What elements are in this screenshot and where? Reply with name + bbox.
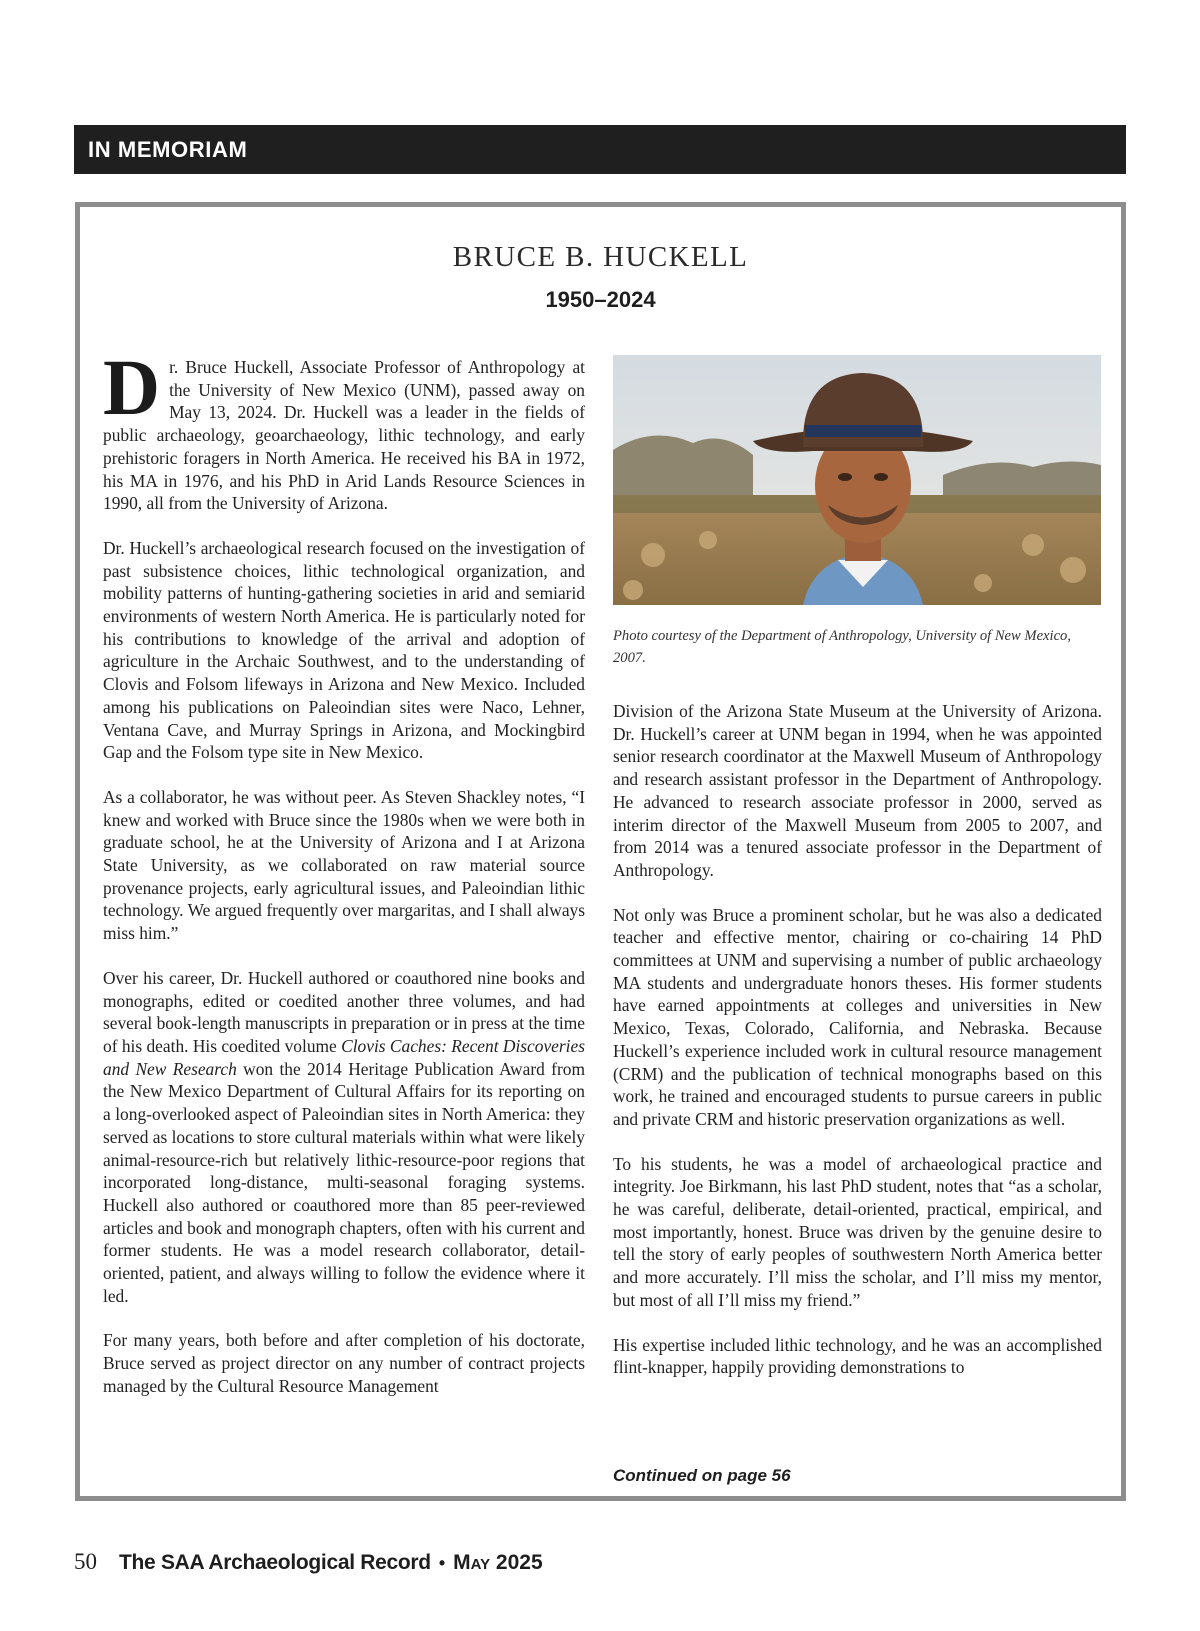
photo-caption: Photo courtesy of the Department of Anthropology, University of New Mexico, 2007. <box>613 628 1071 666</box>
paragraph-4-text-b: won the 2014 Heritage Publication Award from the New Mexico Department of Cultural Affairs for its reporting on a long-overlooked aspect of Paleoindian sites in North America: they served as locations to store cultural materials within what were likely animal-resource-rich but relatively lithic-resource-poor regions that incorporated long-distance, multi-seasonal foraging systems. Huckell also authored or coauthored more than 85 peer-reviewed articles and book and monograph chapters, often with his current and former students. He was a model research collaborator, detail-oriented, patient, and always willing to follow the evidence where it led. <box>103 1058 585 1306</box>
paragraph-9: His expertise included lithic technology, and he was an accomplished flint-knapper, happily providing demonstrations to <box>613 1334 1102 1378</box>
memorial-name: BRUCE B. HUCKELL <box>452 241 749 273</box>
section-label: IN MEMORIAM <box>88 137 248 162</box>
portrait-illustration <box>613 355 1101 605</box>
paragraph-4 <box>103 967 585 1308</box>
continued-link[interactable]: Continued on page 56 <box>613 1466 791 1485</box>
paragraph-5: For many years, both before and after completion of his doctorate, Bruce served as project director on any number of contract projects managed by the Cultural Resource Management <box>103 1330 585 1396</box>
paragraph-1 <box>103 345 585 515</box>
issue-date: May 2025 <box>453 1551 543 1574</box>
page-footer <box>74 1549 543 1579</box>
book-title: Clovis Caches: Recent Discoveries and New Research <box>103 1035 585 1079</box>
paragraph-1-text: r. Bruce Huckell, Associate Professor of Anthropology at the University of New Mexico (UNM), passed away on May 13, 2024. Dr. Huckell was a leader in the fields of public archaeology, geoarchaeology, lithic technology, and early prehistoric foragers in North America. He received his BA in 1972, his MA in 1976, and his PhD in Arid Lands Resource Sciences in 1990, all from the University of Arizona. <box>103 357 585 514</box>
portrait-photo <box>613 355 1101 605</box>
left-column <box>103 345 585 1398</box>
paragraph-8: To his students, he was a model of archaeological practice and integrity. Joe Birkmann, his last PhD student, notes that “as a scholar, he was careful, deliberate, detail-oriented, practical, empirical, and most importantly, honest. Bruce was driven by the genuine desire to tell the story of early peoples of southwestern North America better and more accurately. I’ll miss the scholar, and I’ll miss my mentor, but most of all I’ll miss my friend.” <box>613 1153 1102 1310</box>
right-column <box>613 700 1102 1379</box>
memorial-dates: 1950–2024 <box>545 287 656 312</box>
footer-bullet: • <box>438 1553 446 1573</box>
section-header-bar <box>74 125 1126 174</box>
paragraph-7: Not only was Bruce a prominent scholar, but he was also a dedicated teacher and effective mentor, chairing or co-chairing 14 PhD committees at UNM and supervising a number of public archaeology MA students and undergraduate honors theses. His former students have earned appointments at colleges and universities in New Mexico, Texas, Colorado, California, and Nebraska. Because Huckell’s experience included work in cultural resource management (CRM) and the publication of technical monographs based on this work, he trained and encouraged students to pursue careers in public and private CRM and historic preservation organizations as well. <box>613 904 1102 1129</box>
paragraph-6: Division of the Arizona State Museum at the University of Arizona. Dr. Huckell’s career at UNM began in 1994, when he was appointed senior research coordinator at the Maxwell Museum of Anthropology and research assistant professor in the Department of Anthropology. He advanced to research associate professor in 2000, served as interim director of the Maxwell Museum from 2005 to 2007, and from 2014 was a tenured associate professor in the Department of Anthropology. <box>613 701 1102 880</box>
page-number: 50 <box>74 1549 97 1574</box>
drop-cap: D <box>103 345 161 432</box>
paragraph-2: Dr. Huckell’s archaeological research focused on the investigation of past subsistence choices, lithic technological organization, and mobility patterns of hunting-gathering societies in arid and semiarid environments of western North America. He is particularly noted for his contributions to knowledge of the arrival and adoption of agriculture in the Archaic Southwest, and to the understanding of Clovis and Folsom lifeways in Arizona and New Mexico. Included among his publications on Paleoindian sites were Naco, Lehner, Ventana Cave, and Murray Springs in Arizona, and Mockingbird Gap and the Folsom type site in New Mexico. <box>103 537 585 763</box>
memorial-frame <box>75 202 1126 1501</box>
publication-title: The SAA Archaeological Record <box>119 1551 431 1574</box>
paragraph-3: As a collaborator, he was without peer. As Steven Shackley notes, “I knew and worked with Bruce since the 1980s when we were both in graduate school, he at the University of Arizona and I at Arizona State University, as we collaborated on raw material source provenance projects, early agricultural issues, and Paleoindian lithic technology. We argued frequently over margaritas, and I shall always miss him.” <box>103 786 585 944</box>
paragraph-4-text-a: Over his career, Dr. Huckell authored or coauthored nine books and monographs, edited or coedited another three volumes, and had several book-length manuscripts in preparation or in press at the time of his death. His coedited volume <box>103 967 585 1056</box>
